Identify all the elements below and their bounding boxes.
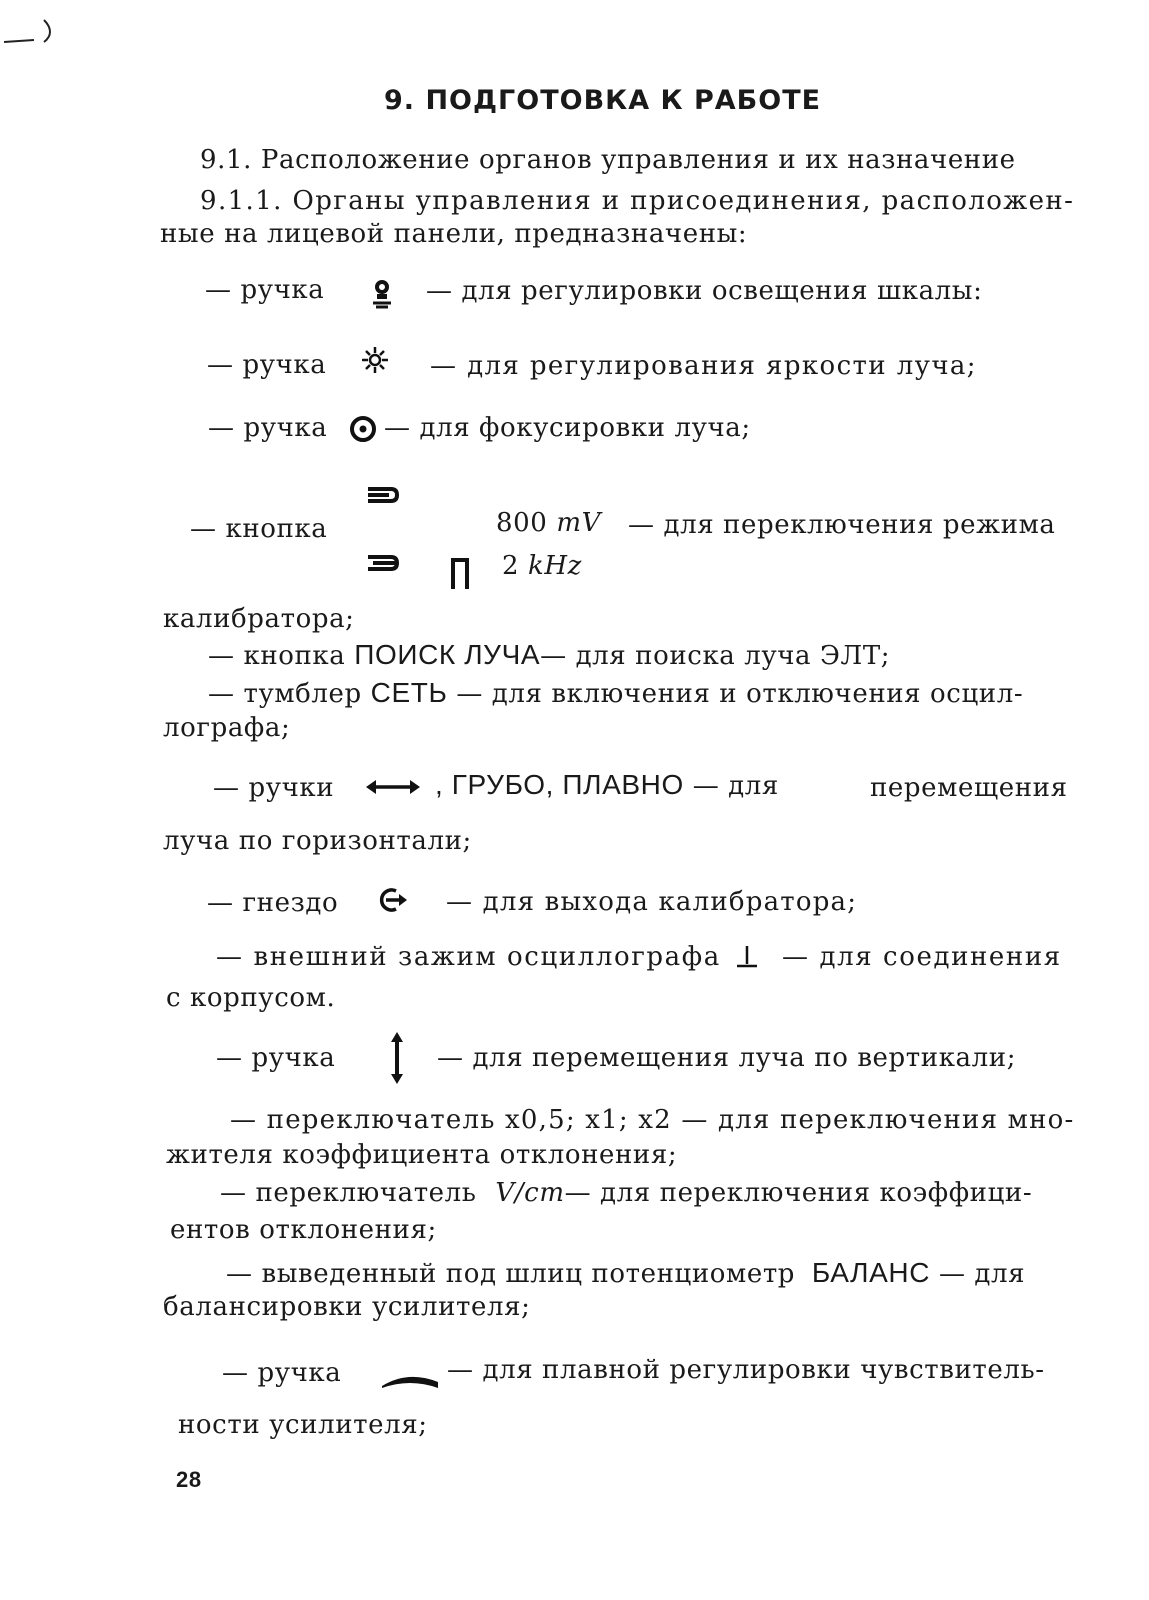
list-item-description: — для bbox=[938, 1259, 1026, 1289]
list-item-description: — для включения и отключения осцил- bbox=[456, 679, 1024, 709]
list-item-prefix: — ручка bbox=[216, 1043, 336, 1073]
list-item-line: — переключатель х0,5; х1; х2 — для переключения мно- bbox=[230, 1105, 1075, 1135]
list-item-continuation: жителя коэффициента отклонения; bbox=[166, 1140, 678, 1170]
control-names: , ГРУБО, ПЛАВНО bbox=[435, 769, 684, 800]
intro-line-2: ные на лицевой панели, предназначены: bbox=[160, 219, 748, 249]
pulse-icon bbox=[449, 556, 473, 590]
focus-icon bbox=[348, 414, 378, 444]
page-number: 28 bbox=[176, 1467, 202, 1492]
list-item-continuation: лографа; bbox=[163, 713, 291, 743]
calibrator-frequency-unit: kHz bbox=[528, 551, 582, 581]
list-item-prefix: — переключатель bbox=[220, 1178, 477, 1208]
list-item-prefix: — ручка bbox=[205, 275, 325, 305]
list-item-prefix: — тумблер bbox=[208, 679, 362, 709]
list-item-continuation: ентов отклонения; bbox=[170, 1215, 437, 1245]
output-jack-icon bbox=[376, 886, 410, 914]
list-item-line: — внешний зажим осциллографа bbox=[216, 942, 721, 972]
list-item-description: — для соединения bbox=[782, 942, 1062, 972]
list-item-description: — для выхода калибратора; bbox=[446, 887, 858, 917]
list-item-prefix: — ручка bbox=[207, 350, 327, 380]
list-item-continuation: с корпусом. bbox=[166, 983, 336, 1013]
list-item-description: — для регулировки освещения шкалы: bbox=[426, 276, 983, 306]
list-item-description: — для поиска луча ЭЛТ; bbox=[540, 641, 891, 671]
list-item-continuation: калибратора; bbox=[163, 604, 355, 634]
list-item-prefix: — ручка bbox=[222, 1358, 342, 1388]
list-item-prefix: — гнездо bbox=[207, 888, 339, 918]
lamp-icon bbox=[368, 276, 396, 308]
list-item-description: — для переключения коэффици- bbox=[564, 1178, 1033, 1208]
calibrator-voltage-value: 800 bbox=[496, 508, 548, 538]
list-item-continuation: балансировки усилителя; bbox=[163, 1292, 531, 1322]
section-title: 9. ПОДГОТОВКА К РАБОТЕ bbox=[384, 85, 822, 116]
scan-mark-icon bbox=[2, 18, 62, 48]
subsection-heading: 9.1. Расположение органов управления и их назначение bbox=[200, 145, 1016, 175]
control-name: V/cm bbox=[495, 1178, 565, 1208]
intro-line-1: 9.1.1. Органы управления и присоединения, расположен- bbox=[200, 186, 1075, 216]
sun-icon bbox=[361, 346, 389, 374]
control-name: БАЛАНС bbox=[811, 1257, 931, 1288]
list-item-continuation: луча по горизонтали; bbox=[163, 826, 472, 856]
horizontal-arrow-icon bbox=[364, 777, 422, 797]
vertical-arrow-icon bbox=[386, 1030, 408, 1086]
ground-icon bbox=[735, 942, 759, 970]
list-item-description: — для перемещения луча по вертикали; bbox=[437, 1043, 1017, 1073]
button-released-icon bbox=[365, 484, 401, 508]
list-item-description-end: перемещения bbox=[870, 773, 1068, 803]
list-item-prefix: — кнопка bbox=[190, 514, 328, 544]
list-item-description: — для переключения режима bbox=[628, 510, 1056, 540]
control-name: СЕТЬ bbox=[370, 677, 448, 708]
list-item-line: — выведенный под шлиц потенциометр bbox=[226, 1259, 796, 1289]
list-item-prefix: — ручка bbox=[208, 413, 328, 443]
list-item-prefix: — кнопка bbox=[208, 641, 346, 671]
calibrator-voltage-unit: mV bbox=[556, 508, 601, 538]
list-item-description: — для плавной регулировки чувствитель- bbox=[447, 1355, 1045, 1385]
calibrator-frequency-value: 2 bbox=[502, 551, 520, 581]
button-pressed-icon bbox=[365, 552, 401, 576]
list-item-description: — для bbox=[692, 771, 779, 801]
list-item-description: — для регулирования яркости луча; bbox=[430, 351, 977, 381]
gain-knob-icon bbox=[380, 1366, 442, 1390]
control-name: ПОИСК ЛУЧА bbox=[354, 639, 541, 670]
list-item-description: — для фокусировки луча; bbox=[384, 413, 751, 443]
list-item-continuation: ности усилителя; bbox=[178, 1410, 428, 1440]
list-item-prefix: — ручки bbox=[213, 773, 335, 803]
